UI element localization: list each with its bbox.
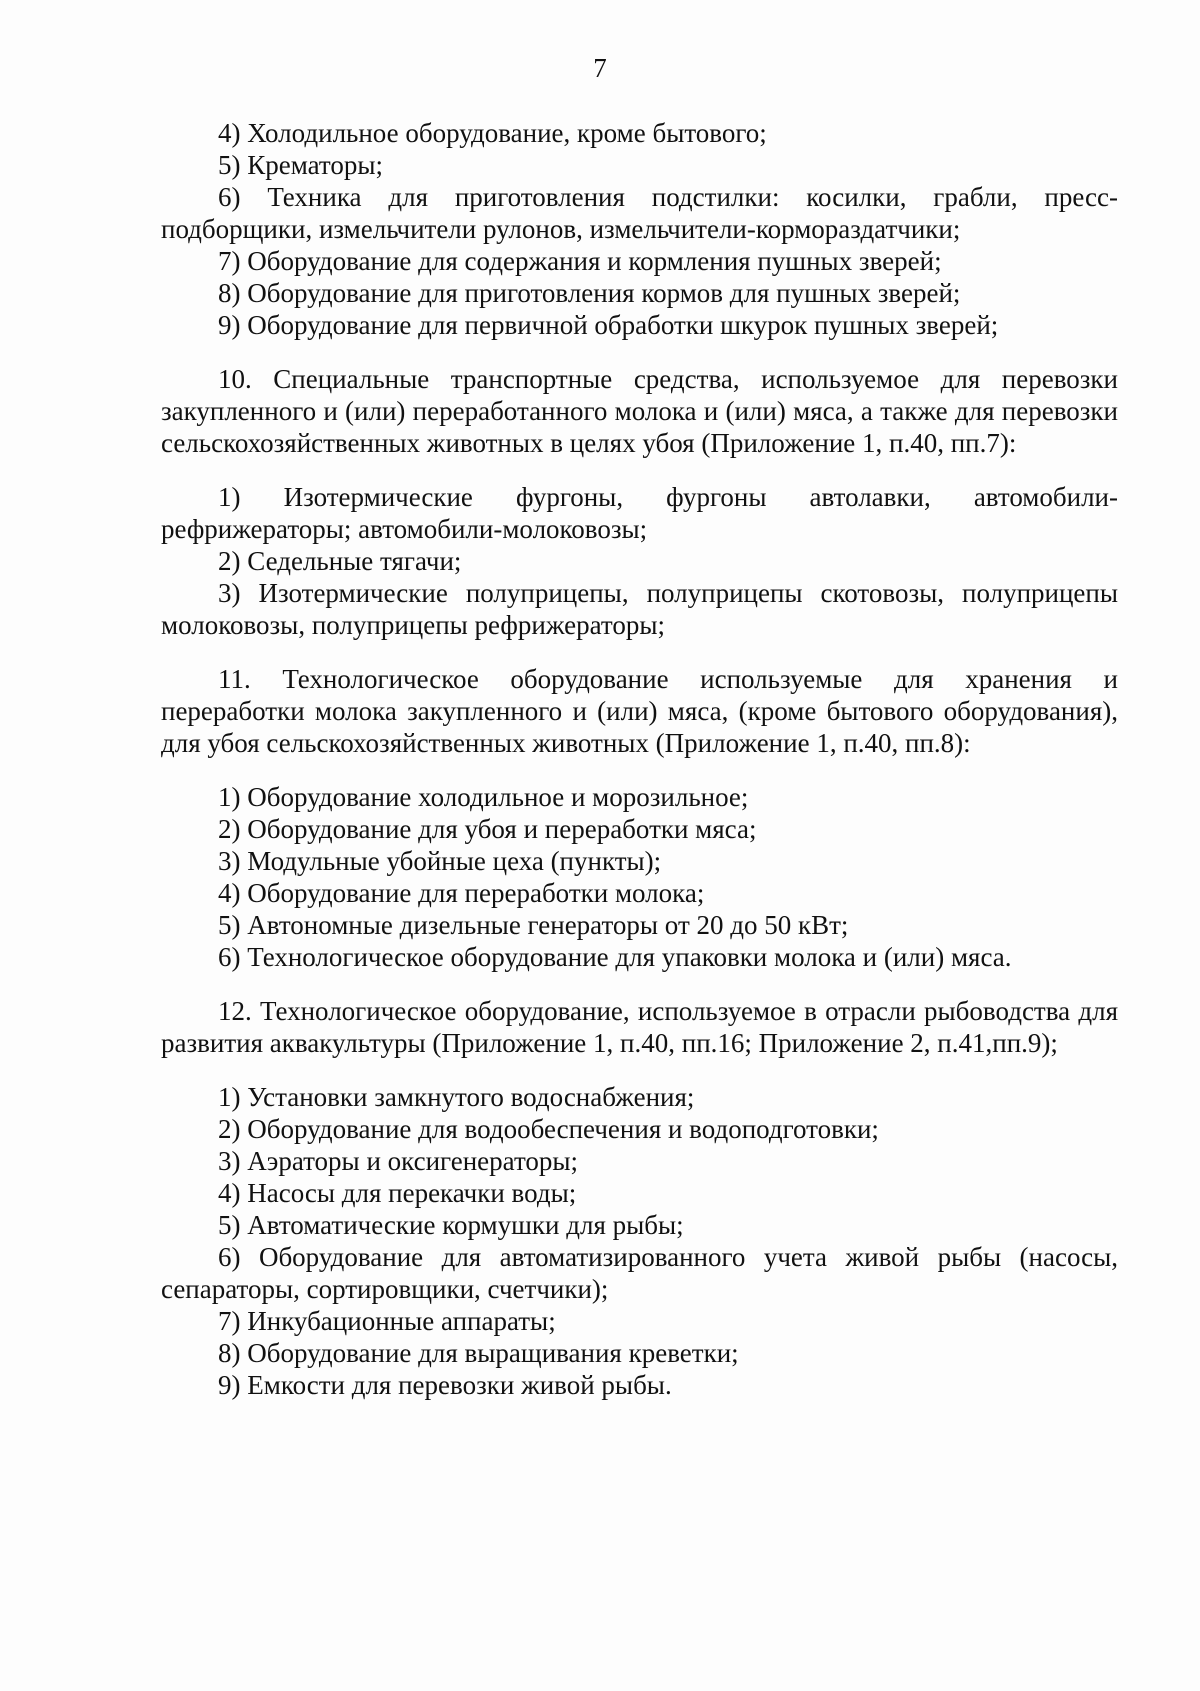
list-item: 9) Емкости для перевозки живой рыбы. [218, 1370, 672, 1400]
list-item: 7) Инкубационные аппараты; [218, 1306, 556, 1336]
list-item: 9) Оборудование для первичной обработки шкурок пушных зверей; [218, 310, 999, 340]
list-item: 8) Оборудование для приготовления кормов для пушных зверей; [218, 278, 961, 308]
list-item: 3) Аэраторы и оксигенераторы; [218, 1146, 579, 1176]
list-item: 6) Техника для приготовления подстилки: косилки, грабли, пресс-подборщики, измельчители рулонов, измельчители-кормораздатчики; [161, 182, 1118, 244]
list-item: 1) Изотермические фургоны, фургоны автолавки, автомобили-рефрижераторы; автомобили-молоковозы; [161, 482, 1118, 544]
list-item: 1) Установки замкнутого водоснабжения; [218, 1082, 695, 1112]
list-item: 7) Оборудование для содержания и кормления пушных зверей; [218, 246, 942, 276]
list-item: 5) Автономные дизельные генераторы от 20 до 50 кВт; [218, 910, 849, 940]
section-10-heading: 10. Специальные транспортные средства, используемое для перевозки закупленного и (или) переработанного молока и (или) мяса, а также для перевозки сельскохозяйственных животных в целях убоя (Приложение 1, п.40, пп.7): [161, 364, 1118, 458]
list-item: 1) Оборудование холодильное и морозильное; [218, 782, 749, 812]
list-item: 3) Изотермические полуприцепы, полуприцепы скотовозы, полуприцепы молоковозы, полуприцепы рефрижераторы; [161, 578, 1118, 640]
section-11-heading: 11. Технологическое оборудование используемые для хранения и переработки молока закупленного и (или) мяса, (кроме бытового оборудования), для убоя сельскохозяйственных животных (Приложение 1, п.40, пп.8): [161, 664, 1118, 758]
list-item: 2) Седельные тягачи; [218, 546, 462, 576]
list-item: 5) Автоматические кормушки для рыбы; [218, 1210, 684, 1240]
list-item: 6) Оборудование для автоматизированного учета живой рыбы (насосы, сепараторы, сортировщики, счетчики); [161, 1242, 1118, 1304]
list-item: 4) Насосы для перекачки воды; [218, 1178, 577, 1208]
list-item: 4) Холодильное оборудование, кроме бытового; [218, 118, 767, 148]
list-item: 3) Модульные убойные цеха (пункты); [218, 846, 662, 876]
list-item: 6) Технологическое оборудование для упаковки молока и (или) мяса. [218, 942, 1012, 972]
list-item: 2) Оборудование для водообеспечения и водоподготовки; [218, 1114, 879, 1144]
list-item: 4) Оборудование для переработки молока; [218, 878, 705, 908]
list-item: 2) Оборудование для убоя и переработки мяса; [218, 814, 757, 844]
document-body [161, 117, 1118, 1401]
list-item: 5) Крематоры; [218, 150, 384, 180]
page-number: 7 [593, 53, 607, 83]
section-12-heading: 12. Технологическое оборудование, используемое в отрасли рыбоводства для развития аквакультуры (Приложение 1, п.40, пп.16; Приложение 2, п.41,пп.9); [161, 996, 1118, 1058]
list-item: 8) Оборудование для выращивания креветки; [218, 1338, 739, 1368]
